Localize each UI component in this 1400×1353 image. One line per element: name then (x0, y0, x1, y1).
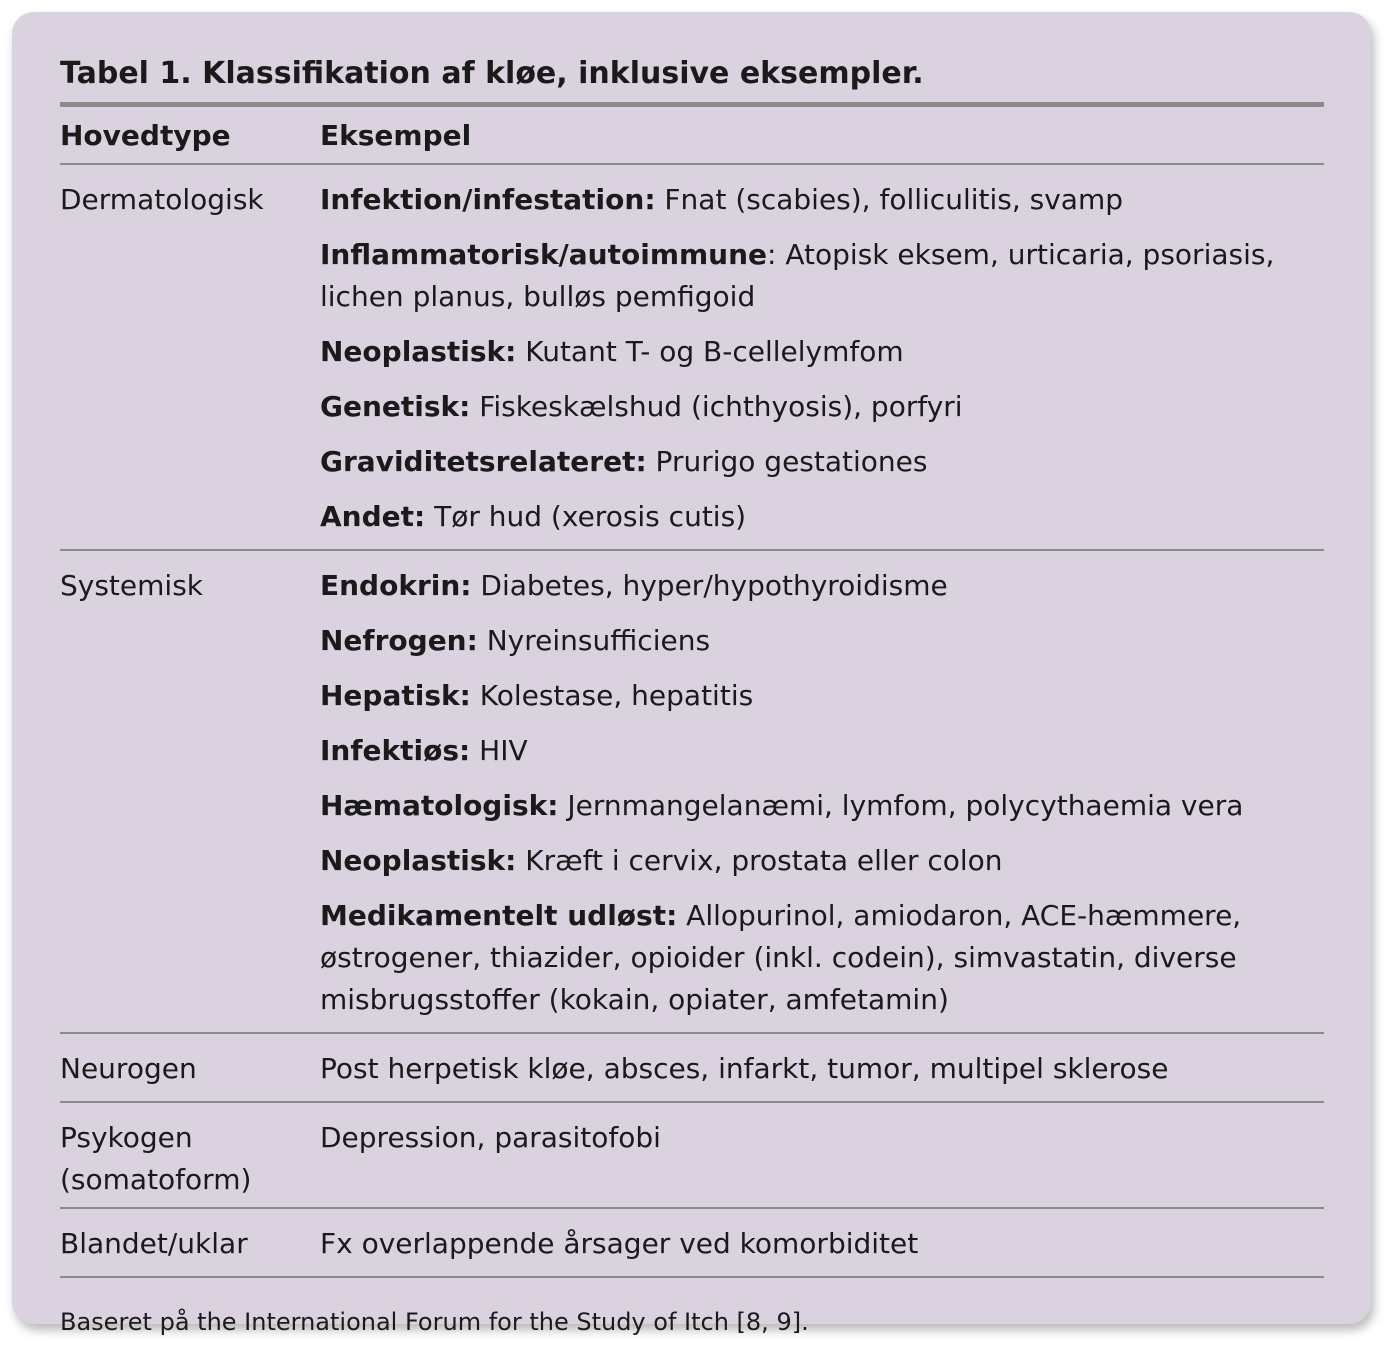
example-item (320, 323, 1324, 378)
table-row (60, 1208, 1324, 1277)
example-item (320, 832, 1324, 887)
example-item (320, 667, 1324, 722)
table-footnote: Baseret på the International Forum for the Study of Itch [8, 9]. (60, 1308, 809, 1336)
table-row (60, 1102, 1324, 1208)
example-label: Andet: (320, 500, 426, 533)
row-examples-cell (320, 1208, 1324, 1277)
example-label: Medikamentelt udløst: (320, 899, 678, 932)
example-item (320, 433, 1324, 488)
table-body (60, 164, 1324, 1277)
example-item (320, 557, 1324, 612)
row-type-cell: Psykogen (somatoform) (60, 1121, 252, 1196)
row-type-cell: Neurogen (60, 1052, 197, 1085)
example-text: Fiskeskælshud (ichthyosis), porfyri (470, 390, 963, 423)
example-item (320, 171, 1324, 226)
table-header-row (60, 107, 1324, 164)
example-label: Neoplastisk: (320, 335, 517, 368)
example-item (320, 1109, 1324, 1164)
classification-table (60, 107, 1324, 1278)
example-text: Prurigo gestationes (646, 445, 928, 478)
row-type-cell: Systemisk (60, 569, 203, 602)
example-text: Jernmangelanæmi, lymfom, polycythaemia vera (558, 789, 1244, 822)
example-label: Genetisk: (320, 390, 471, 423)
example-text: Depression, parasitofobi (320, 1121, 661, 1154)
example-text: Nyreinsufficiens (477, 624, 711, 657)
example-item (320, 777, 1324, 832)
example-item (320, 1040, 1324, 1095)
example-label: Hæmatologisk: (320, 789, 559, 822)
example-label: Nefrogen: (320, 624, 478, 657)
row-examples-cell (320, 1033, 1324, 1102)
example-text: Fnat (scabies), folliculitis, svamp (655, 183, 1124, 216)
example-item (320, 488, 1324, 543)
example-item (320, 1215, 1324, 1270)
table-row (60, 1033, 1324, 1102)
example-text: Post herpetisk kløe, absces, infarkt, tumor, multipel sklerose (320, 1052, 1169, 1085)
table-title: Tabel 1. Klassifikation af kløe, inklusive eksempler. (60, 54, 1324, 107)
example-text: Kræft i cervix, prostata eller colon (516, 844, 1003, 877)
example-label: Graviditetsrelateret: (320, 445, 647, 478)
example-label: Infektion/infestation: (320, 183, 656, 216)
example-text: : Atopisk eksem, urticaria, psoriasis, lichen planus, bulløs pemfigoid (320, 238, 1275, 313)
header-hovedtype: Hovedtype (60, 119, 231, 152)
example-label: Endokrin: (320, 569, 472, 602)
example-label: Infektiøs: (320, 734, 471, 767)
example-label: Neoplastisk: (320, 844, 517, 877)
table-row (60, 550, 1324, 1033)
example-item (320, 887, 1324, 1026)
example-text: Fx overlappende årsager ved komorbiditet (320, 1227, 919, 1260)
table-container (60, 54, 1324, 1338)
example-item (320, 722, 1324, 777)
example-label: Hepatisk: (320, 679, 471, 712)
example-text: Diabetes, hyper/hypothyroidisme (471, 569, 948, 602)
row-type-cell: Blandet/uklar (60, 1227, 248, 1260)
row-type-cell: Dermatologisk (60, 183, 264, 216)
row-examples-cell (320, 550, 1324, 1033)
row-examples-cell (320, 1102, 1324, 1208)
example-text: HIV (470, 734, 528, 767)
header-eksempel: Eksempel (320, 119, 472, 152)
table-card (12, 12, 1371, 1336)
example-text: Kutant T- og B-cellelymfom (516, 335, 904, 368)
example-item (320, 226, 1324, 323)
example-text: Tør hud (xerosis cutis) (425, 500, 747, 533)
example-text: Allopurinol, amiodaron, ACE-hæmmere, østrogener, thiazider, opioider (inkl. codein), simvastatin, diverse misbrugsstoffer (kokain, opiater, amfetamin) (320, 899, 1242, 1016)
example-item (320, 612, 1324, 667)
example-text: Kolestase, hepatitis (470, 679, 754, 712)
table-row (60, 164, 1324, 550)
example-item (320, 378, 1324, 433)
example-label: Inflammatorisk/autoimmune (320, 238, 768, 271)
row-examples-cell (320, 164, 1324, 550)
